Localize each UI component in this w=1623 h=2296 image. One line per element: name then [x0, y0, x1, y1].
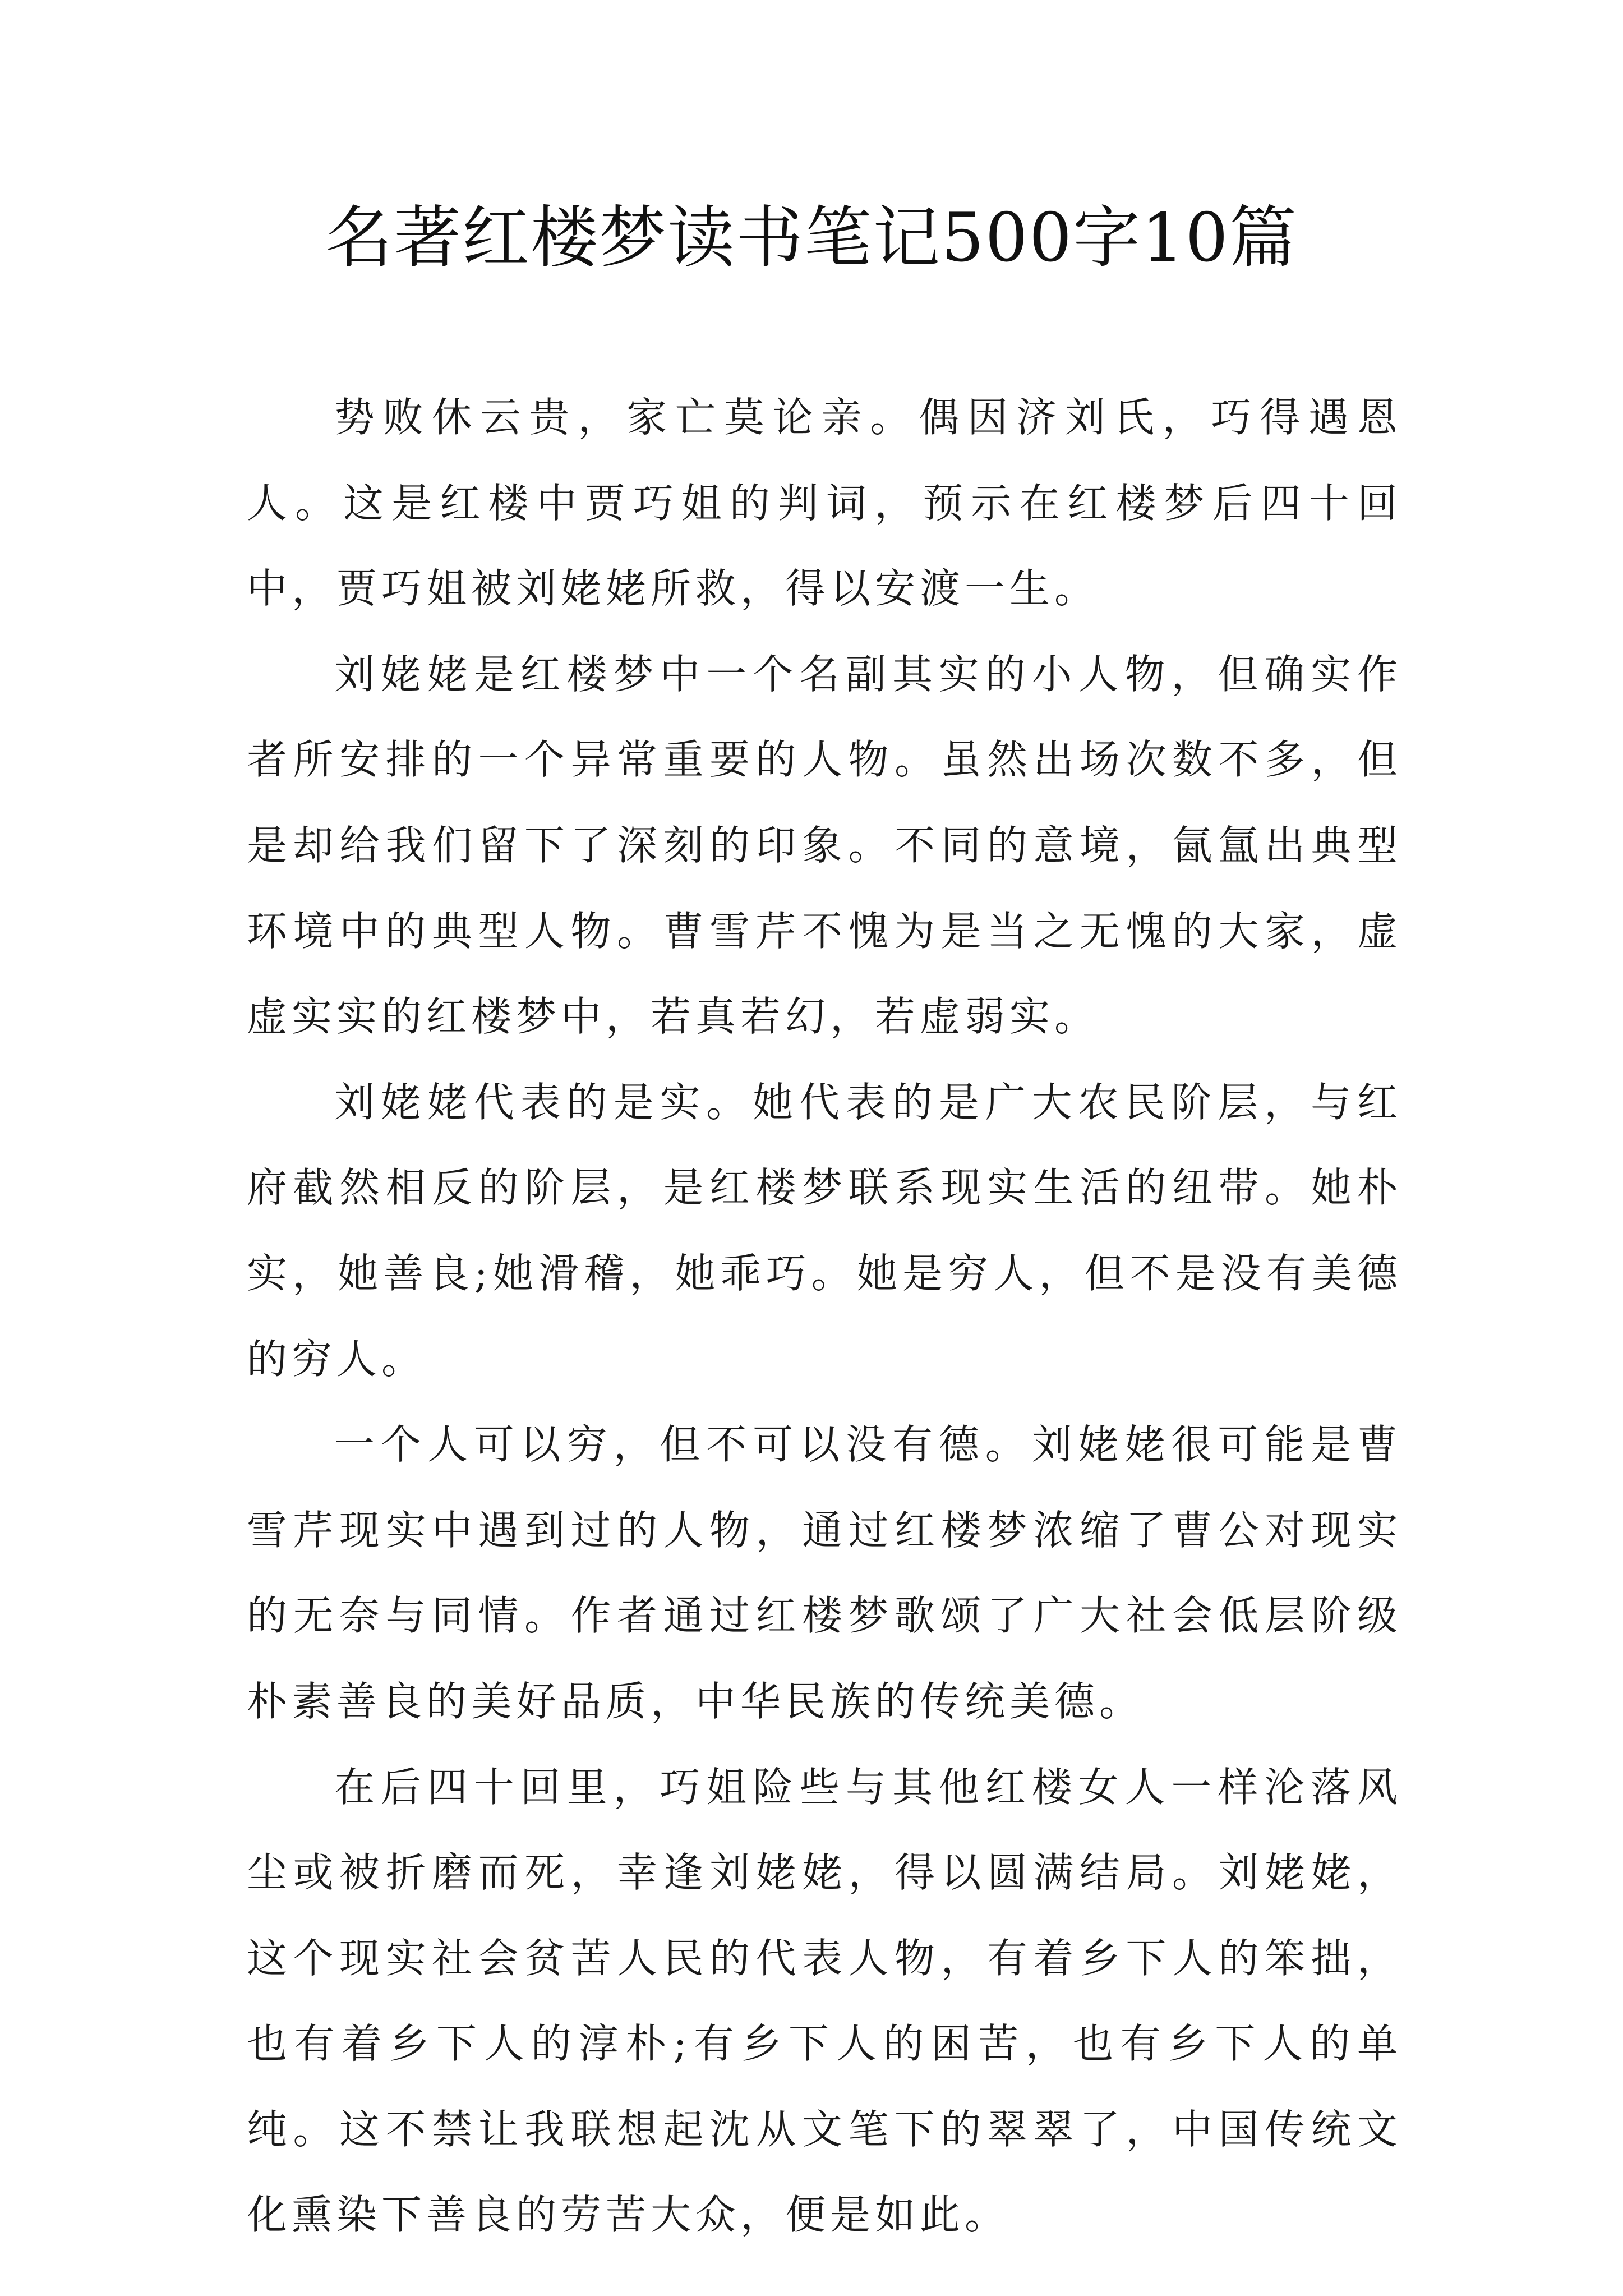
paragraph-2: 刘姥姥是红楼梦中一个名副其实的小人物，但确实作者所安排的一个异常重要的人物。虽然出场次数不多，但是却给我们留下了深刻的印象。不同的意境，氤氲出典型环境中的典型人物。曹雪芹不愧为是当之无愧的大家，虚虚实实的红楼梦中，若真若幻，若虚弱实。	[247, 650, 1402, 1041]
document-body	[247, 375, 1402, 2258]
paragraph-3: 刘姥姥代表的是实。她代表的是广大农民阶层，与红府截然相反的阶层，是红楼梦联系现实生活的纽带。她朴实，她善良;她滑稽，她乖巧。她是穷人，但不是没有美德的穷人。	[247, 1078, 1402, 1383]
paragraph-4: 一个人可以穷，但不可以没有德。刘姥姥很可能是曹雪芹现实中遇到过的人物，通过红楼梦浓缩了曹公对现实的无奈与同情。作者通过红楼梦歌颂了广大社会低层阶级朴素善良的美好品质，中华民族的传统美德。	[247, 1421, 1402, 1725]
paragraph-5: 在后四十回里，巧姐险些与其他红楼女人一样沦落风尘或被折磨而死，幸逢刘姥姥，得以圆满结局。刘姥姥，这个现实社会贫苦人民的代表人物，有着乡下人的笨拙，也有着乡下人的淳朴;有乡下人的困苦，也有乡下人的单纯。这不禁让我联想起沈从文笔下的翠翠了，中国传统文化熏染下善良的劳苦大众，便是如此。	[247, 1763, 1402, 2239]
document-title: 名著红楼梦读书笔记500字10篇	[325, 199, 1298, 277]
paragraph-1: 势败休云贵，家亡莫论亲。偶因济刘氏，巧得遇恩人。这是红楼中贾巧姐的判词，预示在红楼梦后四十回中，贾巧姐被刘姥姥所救，得以安渡一生。	[247, 394, 1402, 613]
